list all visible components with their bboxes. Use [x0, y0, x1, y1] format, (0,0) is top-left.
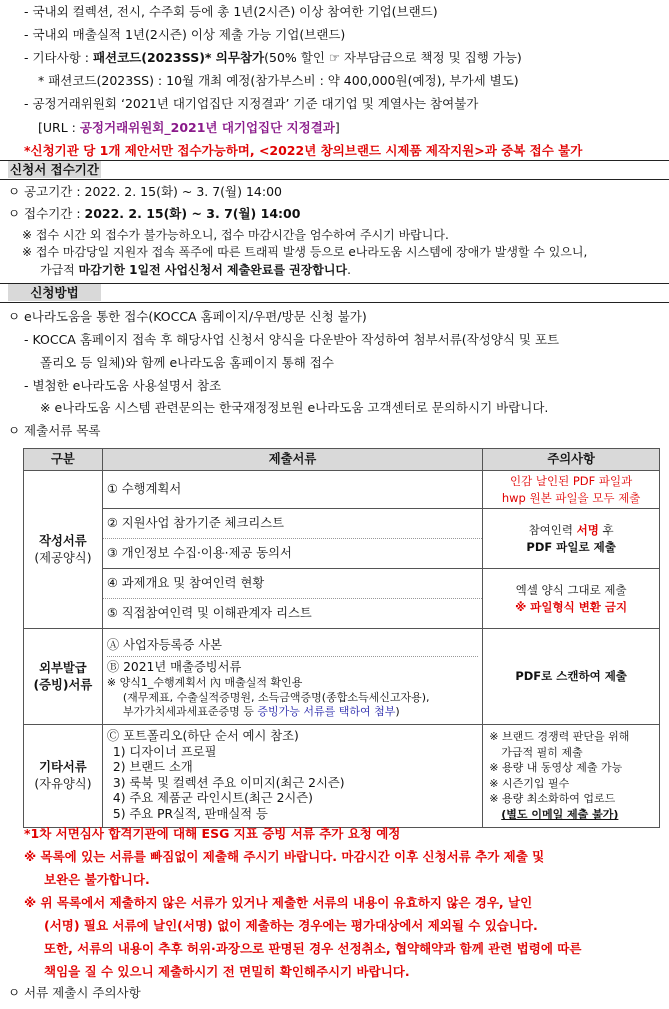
category-external-sub: (증빙)서류	[33, 677, 93, 692]
category-external-label: 외부발급	[39, 660, 87, 675]
eligibility-line-4: * 패션코드(2023SS) : 10월 개최 예정(참가부스비 : 약 400,000원(예정), 부가세 별도)	[38, 73, 519, 88]
other-items	[102, 725, 482, 828]
note-item: ※ 용량 내 동영상 제출 가능	[489, 761, 623, 775]
section-period-title: 신청서 접수기간	[8, 161, 101, 178]
list-item: 5) 주요 PR실적, 판매실적 등	[112, 806, 268, 821]
fashioncode-mandatory: 패션코드(2023SS)* 의무참가	[92, 50, 265, 65]
method-line-1: ㅇ e나라도움을 통한 접수(KOCCA 홈페이지/우편/방문 신청 불가)	[8, 309, 367, 324]
note-item: ※ 브랜드 경쟁력 판단을 위해	[489, 730, 630, 743]
note-signature-red: 서명	[576, 522, 599, 537]
list-item: 2) 브랜드 소개	[112, 760, 193, 775]
note-pdf-hwp	[483, 471, 659, 508]
note-signature-post: 후	[598, 522, 614, 537]
section-period-header	[0, 160, 669, 180]
ftc-link[interactable]: 공정거래위원회_2021년 대기업집단 지정결과	[79, 120, 335, 135]
list-item: 4) 주요 제품군 라인시트(최근 2시즌)	[112, 791, 313, 806]
url-close: ]	[334, 120, 340, 135]
table-row	[24, 471, 660, 629]
note-signature-pre: 참여인력	[528, 522, 577, 537]
list-item: ② 지원사업 참가기준 체크리스트	[103, 508, 482, 538]
notice-invalid-1: ※ 위 목록에서 제출하지 않은 서류가 있거나 제출한 서류의 내용이 유효하지 않은 경우, 날인	[24, 895, 533, 910]
table-row	[24, 629, 660, 725]
announce-period: ㅇ 공고기간 : 2022. 2. 15(화) ~ 3. 7(월) 14:00	[8, 184, 282, 199]
list-item: ③ 개인정보 수집·이용·제공 동의서	[103, 538, 482, 568]
notice-complete-2: 보완은 불가합니다.	[44, 872, 150, 887]
note-signature-a	[483, 522, 659, 539]
written-notes	[483, 471, 660, 629]
sales-proof-examples-2	[107, 705, 478, 720]
note-signature	[483, 508, 659, 568]
sales-proof-examples: (재무제표, 수출실적증명원, 소득금액증명(종합소득세신고자용),	[122, 690, 430, 704]
category-written-label: 작성서류	[39, 533, 87, 548]
note-scan-pdf: PDF로 스캔하여 제출	[483, 629, 660, 725]
note-item: ※ 시즌기입 필수	[489, 776, 570, 790]
other-notes	[483, 725, 660, 828]
note-signature-b: PDF 파일로 제출	[526, 539, 616, 554]
list-item: 3) 룩북 및 컬렉션 주요 이미지(최근 2시즌)	[112, 775, 345, 790]
notice-complete-1: ※ 목록에 있는 서류를 빠짐없이 제출해 주시기 바랍니다. 마감시간 이후 신청서류 추가 제출 및	[24, 849, 545, 864]
period-note-1: ※ 접수 시간 외 접수가 불가능하오니, 접수 마감시간을 엄수하여 주시기 바랍니다.	[22, 228, 449, 242]
section-method-header	[0, 283, 669, 303]
period-note-3-bold: 마감기한 1일전 사업신청서 제출완료를 권장합니다	[78, 263, 348, 277]
table-row	[24, 725, 660, 828]
note-pdf-hwp-a: 인감 날인된 PDF 파일과	[509, 473, 633, 488]
submission-caution-heading: ㅇ 서류 제출시 주의사항	[8, 985, 141, 1000]
notice-invalid-4: 책임을 질 수 있으니 제출하시기 전 면밀히 확인해주시기 바랍니다.	[44, 964, 410, 979]
note-excel	[483, 568, 659, 628]
table-header-row	[24, 449, 660, 471]
url-line	[38, 120, 340, 136]
eligibility-line-3	[24, 50, 522, 66]
discount-note: (50% 할인 ☞ 자부담금으로 책정 및 집행 가능)	[264, 50, 522, 65]
note-item: ※ 용량 최소화하여 업로드	[489, 792, 616, 806]
sales-proof-blue: 증빙가능 서류를 택하여 첨부	[257, 705, 396, 719]
method-line-5: ※ e나라도움 시스템 관련문의는 한국재정정보원 e나라도움 고객센터로 문의하시기 바랍니다.	[40, 400, 549, 415]
category-other	[24, 725, 103, 828]
list-item: Ⓑ 2021년 매출증빙서류	[106, 660, 242, 675]
note-item: (별도 이메일 제출 불가)	[501, 808, 619, 822]
eligibility-line-1: - 국내외 컬렉션, 전시, 수주회 등에 총 1년(2시즌) 이상 참여한 기업(브랜드)	[24, 4, 438, 19]
category-external	[24, 629, 103, 725]
esg-notice: *1차 서면심사 합격기관에 대해 ESG 지표 증빙 서류 추가 요청 예정	[24, 826, 401, 841]
url-label: [URL :	[38, 120, 80, 135]
category-other-sub: (자유양식)	[34, 776, 92, 791]
list-item: ① 수행계획서	[106, 481, 182, 496]
list-item: ④ 과제개요 및 참여인력 현황	[103, 568, 482, 598]
category-written	[24, 471, 103, 629]
section-method-title: 신청방법	[8, 284, 101, 301]
sales-proof-post: )	[395, 705, 400, 719]
note-excel-a: 엑셀 양식 그대로 제출	[515, 582, 627, 597]
list-item: 1) 디자이너 프로필	[112, 744, 217, 759]
method-line-2: - KOCCA 홈페이지 접속 후 해당사업 신청서 양식을 다운받아 작성하여 첨부서류(작성양식 및 포트	[24, 332, 560, 347]
written-items	[102, 471, 482, 629]
notice-invalid-3: 또한, 서류의 내용이 추후 허위·과장으로 판명된 경우 선정취소, 협약해약과 함께 관련 법령에 따른	[44, 941, 582, 956]
eligibility-line-2: - 국내외 매출실적 1년(2시즌) 이상 제출 가능 기업(브랜드)	[24, 27, 346, 42]
header-documents: 제출서류	[102, 449, 482, 471]
eligibility-line-5: - 공정거래위원회 ‘2021년 대기업집단 지정결과’ 기준 대기업 및 계열사는 참여불가	[24, 96, 479, 111]
period-note-3-pre: 가급적	[40, 263, 79, 277]
method-line-6: ㅇ 제출서류 목록	[8, 423, 101, 438]
submission-docs-table	[23, 448, 660, 828]
receipt-period	[8, 206, 300, 222]
category-written-sub: (제공양식)	[34, 550, 92, 565]
etc-label: - 기타사항 :	[24, 50, 93, 65]
method-line-4: - 별첨한 e나라도움 사용설명서 참조	[24, 378, 222, 393]
period-note-3-post: .	[347, 263, 351, 277]
note-pdf-hwp-b: hwp 원본 파일을 모두 제출	[501, 490, 641, 505]
header-notes: 주의사항	[483, 449, 660, 471]
external-items	[102, 629, 482, 725]
note-item: 가급적 필히 제출	[501, 745, 583, 759]
note-excel-b: ※ 파일형식 변환 금지	[515, 599, 628, 614]
receipt-dates: 2022. 2. 15(화) ~ 3. 7(월) 14:00	[84, 206, 301, 221]
method-line-3: 폴리오 등 일체)와 함께 e나라도움 홈페이지 통해 접수	[40, 355, 334, 370]
sales-proof-pre: 부가가치세과세표준증명 등	[122, 705, 258, 719]
period-note-3	[40, 263, 351, 279]
list-item: Ⓒ 포트폴리오(하단 순서 예시 참조)	[106, 729, 299, 744]
category-other-label: 기타서류	[39, 760, 87, 775]
sales-proof-note: ※ 양식1_수행계획서 內 매출실적 확인용	[106, 676, 303, 690]
list-item: Ⓐ 사업자등록증 사본	[107, 633, 478, 657]
single-proposal-notice: *신청기관 당 1개 제안서만 접수가능하며, <2022년 창의브랜드 시제품 제작지원>과 중복 접수 불가	[24, 143, 583, 158]
header-category: 구분	[24, 449, 103, 471]
list-item: ⑤ 직접참여인력 및 이해관계자 리스트	[103, 598, 482, 628]
receipt-label: ㅇ 접수기간 :	[8, 206, 85, 221]
notice-invalid-2: (서명) 필요 서류에 날인(서명) 없이 제출하는 경우에는 평가대상에서 제외될 수 있습니다.	[44, 918, 538, 933]
period-note-2: ※ 접수 마감당일 지원자 접속 폭주에 따른 트래픽 발생 등으로 e나라도움 시스템에 장애가 발생할 수 있으니,	[22, 245, 588, 259]
